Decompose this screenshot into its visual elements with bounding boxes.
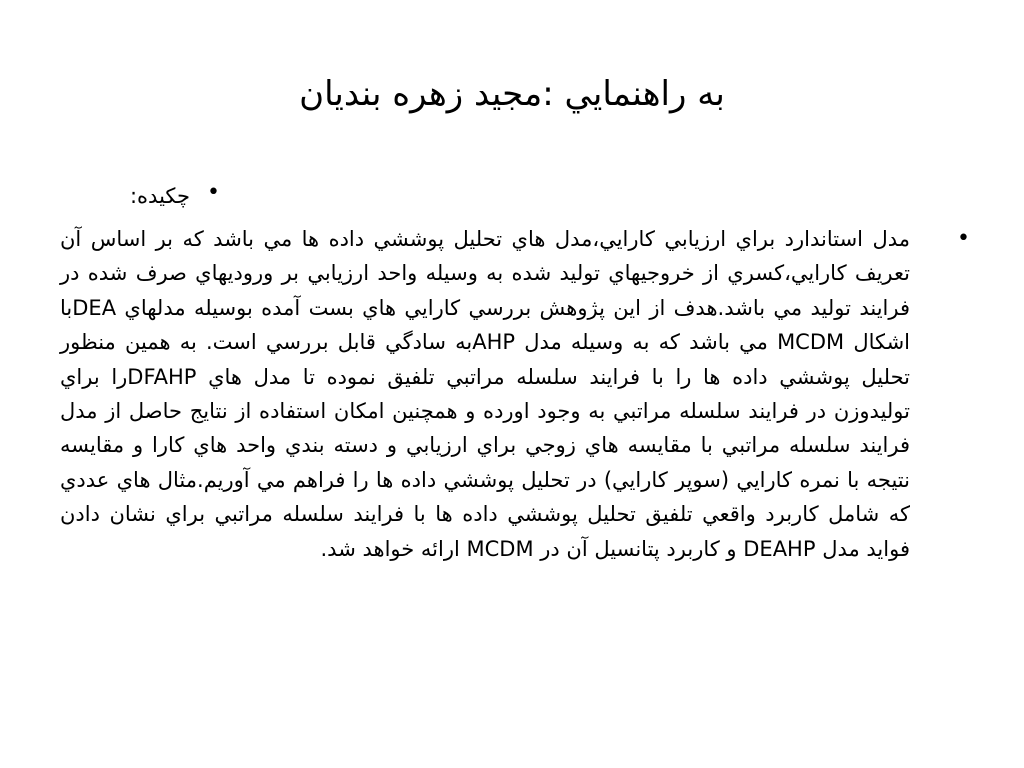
abstract-heading-item [60, 176, 950, 216]
abstract-body-text: مدل استاندارد براي ارزيابي كارايي،مدل هاي تحليل پوششي داده ها مي باشد كه بر اساس آن تعريف كارايي،كسري از خروجيهاي توليد شده به وسيله واحد ارزيابي بر وروديهاي صرف شده در فرايند توليد مي باشد.هدف از اين پژوهش بررسي كارايي هاي بست آمده بوسيله مدلهاي DEAبا اشكال MCDM مي باشد كه به وسيله مدل AHPبه سادگي قابل بررسي است. به همين منظور تحليل پوششي داده ها را با فرايند سلسله مراتبي تلفيق نموده تا مدل هاي DFAHPرا براي توليدوزن در فرايند سلسله مراتبي به وجود اورده و همچنين امكان استفاده از نتايج حاصل از مدل فرايند سلسله مراتبي با مقايسه هاي زوجي براي ارزيابي و دسته بندي واحد هاي كارا و مقايسه نتيجه با نمره كارايي (سوپر كارايي) در تحليل پوششي داده ها را فراهم مي آوريم.مثال هاي عددي كه شامل كاربرد واقعي تلفيق تحليل پوششي داده ها با فرايند سلسله مراتبي براي نشان دادن فوايد مدل DEAHP و كاربرد پتانسيل آن در MCDM ارائه خواهد شد. [60, 227, 910, 561]
bullet-list [60, 176, 970, 566]
bullet-icon: • [207, 180, 220, 205]
bullet-icon: • [957, 226, 970, 251]
slide-title: به راهنمايي :مجيد زهره بنديان [299, 74, 725, 114]
abstract-heading: چكيده: [129, 184, 190, 208]
abstract-body-item [60, 222, 970, 566]
